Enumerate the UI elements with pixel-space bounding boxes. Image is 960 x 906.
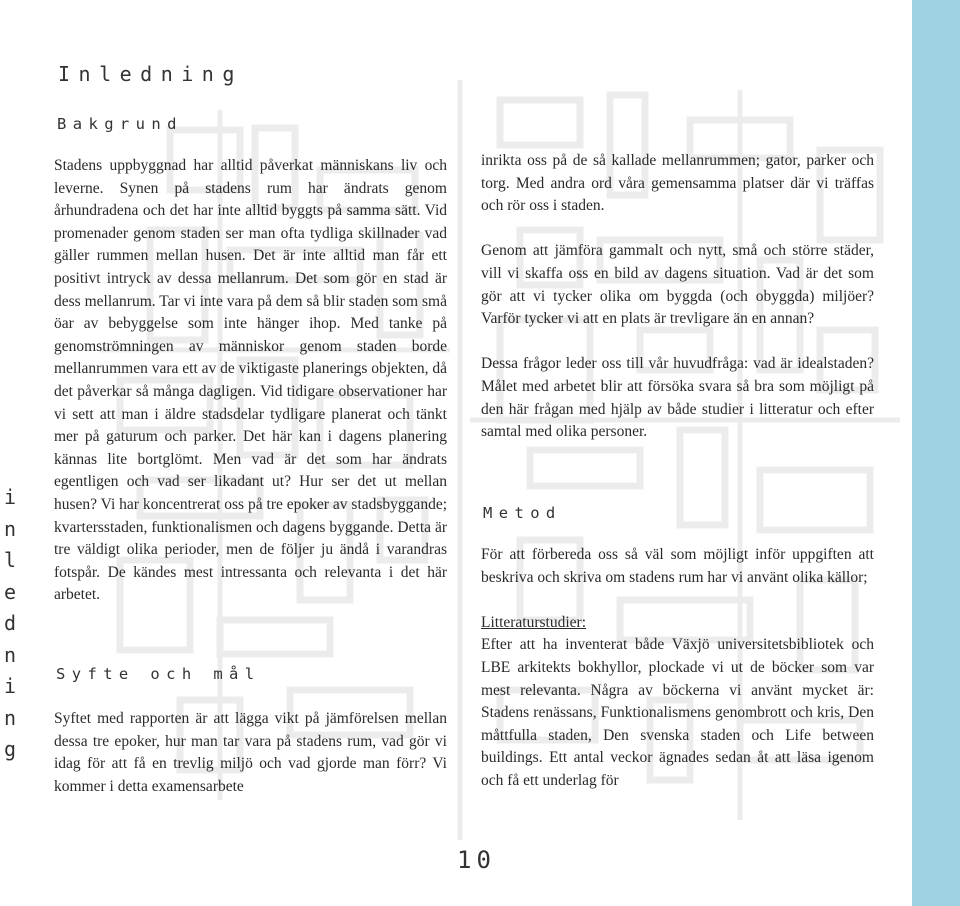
section-heading-metod: Metod xyxy=(483,504,562,522)
bakgrund-paragraph: Stadens uppbyggnad har alltid påverkat människans liv och leverne. Synen på stadens rum har ändrats genom århundradena och det har inte alltid byggts på samma sätt. Vid promenader genom staden ser man ofta tydliga skillnader vad gäller rummen mellan husen. Det är inte alltid man får ett positivt intryck av dessa mellanrum. Det som gör en stad är dess mellanrum. Tar vi inte vara på dem så blir staden som små öar av bebyggelse som inte hänger ihop. Med tanke på genomströmningen av människor genom staden borde mellanrummen vara ett av de viktigaste planerings objekten, då det påverkar så många dagligen. Vid tidigare observationer har vi sett att man i äldre stadsdelar tydligare planerat och tänkt mer på gaturum och parker. Det här kan i dagens planering kännas lite bortglömt. Men vad är det som har ändrats egentligen och vad ser likadant ut? Hur ser det ut mellan husen? Vi har koncentrerat oss på tre epoker av stadsbyggande; kvartersstaden, funktionalismen och dagens byggande. Detta är tre väldigt olika perioder, men de följer ju ändå i varandras fotspår. De kändes mest intressanta och relevanta i det här arbetet. xyxy=(54,157,447,604)
syfte-paragraph: Syftet med rapporten är att lägga vikt på jämförelsen mellan dessa tre epoker, hur man tar vara på stadens rum, vad gör vi idag för att få en trevlig miljö och vad gjorde man förr? Vi kommer i detta examensarbete xyxy=(54,710,447,795)
metod-paragraph: För att förbereda oss så väl som möjligt inför uppgiften att beskriva och skriva om stadens rum har vi använt olika källor; xyxy=(481,546,874,586)
right-paragraph-1: inrikta oss på de så kallade mellanrummen; gator, parker och torg. Med andra ord våra gemensamma platser där vi träffas och rör oss i staden. xyxy=(481,152,874,215)
litteratur-label: Litteraturstudier: xyxy=(481,613,587,631)
side-title-letter: g xyxy=(3,737,17,761)
side-title-letter: n xyxy=(3,642,17,667)
right-paragraph-2: Genom att jämföra gammalt och nytt, små och större städer, vill vi skaffa oss en bild av dagens situation. Vad är det som gör att vi tycker olika om byggda (och obyggda) miljöer? Varför tycker vi att en plats är trevligare än en annan? xyxy=(481,242,874,328)
right-color-band xyxy=(912,0,960,906)
side-title-letter: i xyxy=(3,674,17,698)
litteratur-paragraph: Efter att ha inventerat både Växjö universitetsbibliotek och LBE arkitekts bokhyllor, plockade vi ut de böcker som var mest relevanta. Några av böckerna vi använt mycket är: Stadens renässans, Funktionalismens genombrott och kris, Den måttfulla staden, Den svenska staden och Life between buildings. Ett antal veckor ägnades sedan åt att läsa igenom och få ett underlag för xyxy=(481,636,874,789)
side-title-letter: i xyxy=(3,485,17,509)
section-heading-syfte: Syfte och mål xyxy=(56,665,261,683)
side-vertical-title xyxy=(0,482,20,766)
right-paragraph-3: Dessa frågor leder oss till vår huvudfråga: vad är idealstaden? Målet med arbetet blir att försöka svara så bra som möjligt på den här frågan med hjälp av både studier i litteratur och efter samtal med olika personer. xyxy=(481,355,874,441)
right-column-top xyxy=(481,150,874,444)
page-number: 10 xyxy=(457,846,496,874)
section-heading-bakgrund: Bakgrund xyxy=(57,115,183,133)
right-column-bottom xyxy=(481,544,874,793)
side-title-letter: n xyxy=(3,516,17,541)
page-title: Inledning xyxy=(58,62,243,86)
syfte-block xyxy=(54,708,447,798)
side-title-letter: l xyxy=(3,548,17,572)
side-title-letter: e xyxy=(3,579,17,604)
side-title-letter: d xyxy=(3,611,17,635)
left-column xyxy=(54,155,447,607)
side-title-letter: n xyxy=(3,705,17,730)
